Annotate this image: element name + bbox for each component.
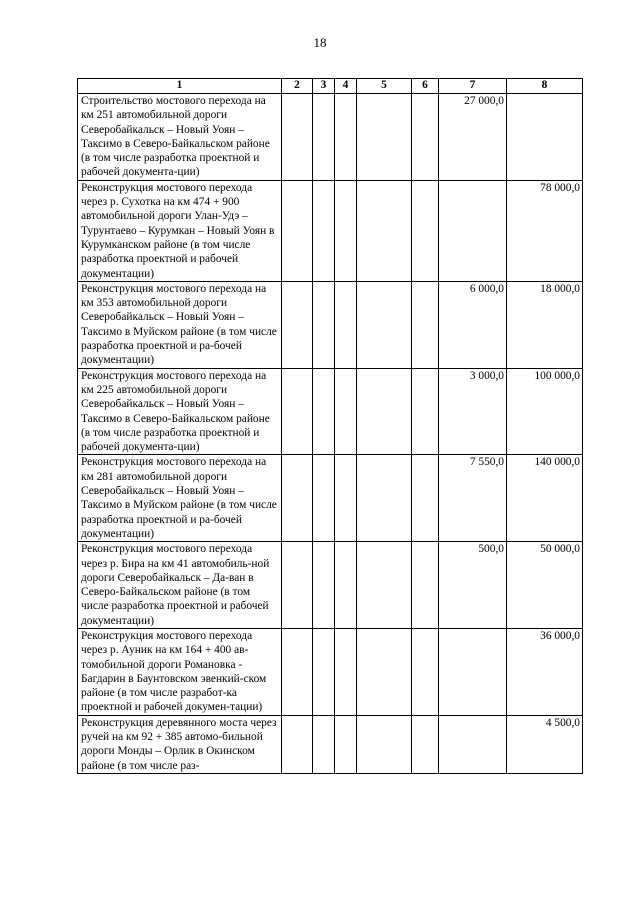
cell-col-8: 78 000,0 (507, 180, 583, 281)
cell-col-8: 100 000,0 (507, 368, 583, 455)
cell-col-5 (357, 281, 412, 368)
cell-col-3 (313, 281, 335, 368)
cell-col-2 (282, 281, 313, 368)
table-row (78, 368, 583, 455)
table-row (78, 542, 583, 629)
header-col-3: 3 (313, 79, 335, 94)
cell-col-4 (335, 281, 357, 368)
cell-col-3 (313, 94, 335, 181)
cell-col-2 (282, 628, 313, 715)
row-description: Реконструкция мостового перехода на км 225 автомобильной дороги Северобайкальск – Новый Уоян – Таксимо в Северо-Байкальском районе (в том числе разработка проектной и рабочей документа-ции) (78, 368, 282, 455)
cell-col-4 (335, 455, 357, 542)
cell-col-8: 18 000,0 (507, 281, 583, 368)
row-description: Реконструкция мостового перехода через р. Ауник на км 164 + 400 ав-томобильной дороги Романовка - Багдарин в Баунтовском эвенкий-ском районе (в том числе разработ-ка проектной и рабочей докумен-тации) (78, 628, 282, 715)
cell-col-3 (313, 628, 335, 715)
header-col-6: 6 (412, 79, 439, 94)
row-description: Строительство мостового перехода на км 251 автомобильной дороги Северобайкальск – Новый Уоян – Таксимо в Северо-Байкальском районе (в том числе разработка проектной и рабочей документа-ции) (78, 94, 282, 181)
cell-col-5 (357, 542, 412, 629)
cell-col-2 (282, 715, 313, 773)
cell-col-8: 4 500,0 (507, 715, 583, 773)
cell-col-2 (282, 180, 313, 281)
row-description: Реконструкция деревянного моста через ручей на км 92 + 385 автомо-бильной дороги Монды – Орлик в Окинском районе (в том числе раз- (78, 715, 282, 773)
cell-col-4 (335, 628, 357, 715)
cell-col-3 (313, 715, 335, 773)
table-row (78, 180, 583, 281)
cell-col-2 (282, 455, 313, 542)
cell-col-3 (313, 368, 335, 455)
cell-col-6 (412, 455, 439, 542)
header-col-4: 4 (335, 79, 357, 94)
cell-col-4 (335, 715, 357, 773)
cell-col-8: 36 000,0 (507, 628, 583, 715)
cell-col-4 (335, 94, 357, 181)
cell-col-6 (412, 94, 439, 181)
cell-col-6 (412, 542, 439, 629)
header-row (78, 79, 583, 94)
cell-col-8 (507, 94, 583, 181)
cell-col-6 (412, 628, 439, 715)
cell-col-8: 140 000,0 (507, 455, 583, 542)
table-row (78, 628, 583, 715)
cell-col-6 (412, 281, 439, 368)
cell-col-4 (335, 368, 357, 455)
cell-col-7 (439, 628, 507, 715)
cell-col-3 (313, 455, 335, 542)
cell-col-7: 500,0 (439, 542, 507, 629)
table-row (78, 94, 583, 181)
table-row (78, 281, 583, 368)
cell-col-7 (439, 180, 507, 281)
header-col-2: 2 (282, 79, 313, 94)
cell-col-5 (357, 94, 412, 181)
cell-col-6 (412, 368, 439, 455)
cell-col-5 (357, 628, 412, 715)
cell-col-5 (357, 455, 412, 542)
cell-col-4 (335, 542, 357, 629)
budget-table (77, 78, 583, 774)
cell-col-2 (282, 94, 313, 181)
cell-col-5 (357, 368, 412, 455)
row-description: Реконструкция мостового перехода через р. Сухотка на км 474 + 900 автомобильной дороги Улан-Удэ – Турунтаево – Курумкан – Новый Уоян в Курумканском районе (в том числе разработка проектной и рабочей документации) (78, 180, 282, 281)
cell-col-5 (357, 180, 412, 281)
cell-col-4 (335, 180, 357, 281)
cell-col-6 (412, 715, 439, 773)
table-row (78, 455, 583, 542)
cell-col-2 (282, 542, 313, 629)
cell-col-6 (412, 180, 439, 281)
cell-col-5 (357, 715, 412, 773)
page-number: 18 (313, 35, 327, 50)
row-description: Реконструкция мостового перехода на км 353 автомобильной дороги Северобайкальск – Новый Уоян – Таксимо в Муйском районе (в том числе разработка проектной и ра-бочей документации) (78, 281, 282, 368)
cell-col-7: 6 000,0 (439, 281, 507, 368)
cell-col-7: 7 550,0 (439, 455, 507, 542)
cell-col-8: 50 000,0 (507, 542, 583, 629)
header-col-8: 8 (507, 79, 583, 94)
cell-col-7: 3 000,0 (439, 368, 507, 455)
cell-col-7: 27 000,0 (439, 94, 507, 181)
row-description: Реконструкция мостового перехода через р. Бира на км 41 автомобиль-ной дороги Северобайкальск – Да-ван в Северо-Байкальском районе (в том числе разработка проектной и рабочей документации) (78, 542, 282, 629)
cell-col-3 (313, 542, 335, 629)
header-col-7: 7 (439, 79, 507, 94)
row-description: Реконструкция мостового перехода на км 281 автомобильной дороги Северобайкальск – Новый Уоян – Таксимо в Муйском районе (в том числе разработка проектной и ра-бочей документации) (78, 455, 282, 542)
header-col-5: 5 (357, 79, 412, 94)
table-row (78, 715, 583, 773)
header-col-1: 1 (78, 79, 282, 94)
cell-col-3 (313, 180, 335, 281)
cell-col-2 (282, 368, 313, 455)
cell-col-7 (439, 715, 507, 773)
